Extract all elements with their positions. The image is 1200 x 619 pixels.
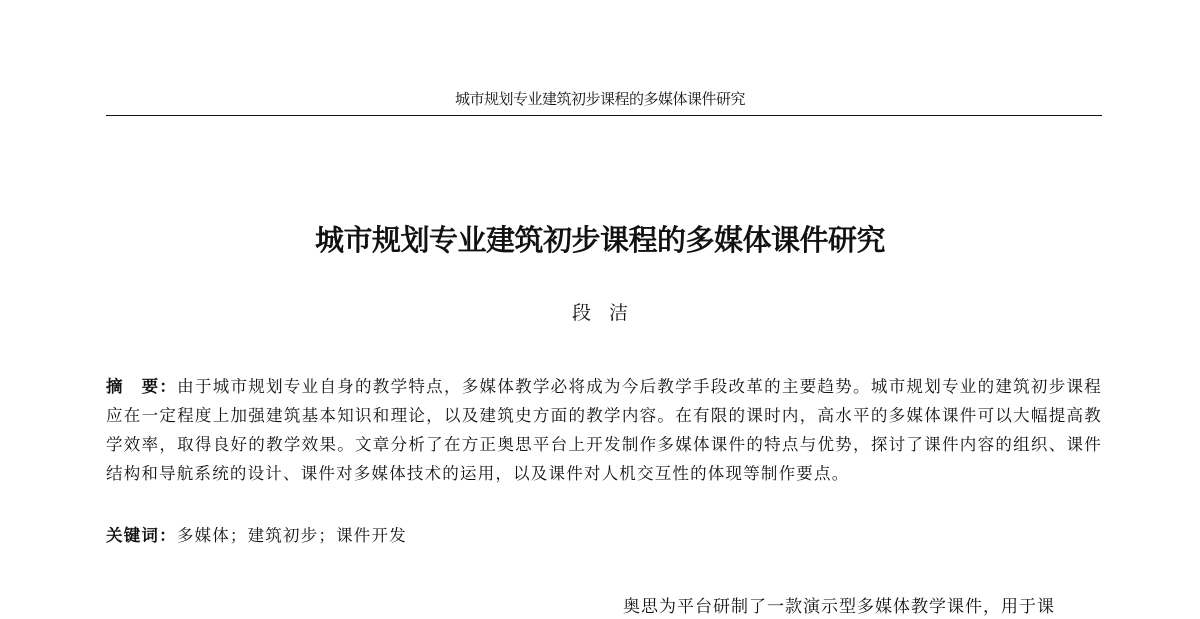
- keywords-label: 关键词：: [106, 526, 177, 545]
- abstract-label: 摘 要：: [106, 377, 178, 396]
- abstract-text: 由于城市规划专业自身的教学特点，多媒体教学必将成为今后教学手段改革的主要趋势。城市规划专业的建筑初步课程应在一定程度上加强建筑基本知识和理论，以及建筑史方面的教学内容。在有限的课时内，高水平的多媒体课件可以大幅提高教学效率，取得良好的教学效果。文章分析了在方正奥思平台上开发制作多媒体课件的特点与优势，探讨了课件内容的组织、课件结构和导航系统的设计、课件对多媒体技术的运用，以及课件对人机交互性的体现等制作要点。: [106, 377, 1102, 483]
- author-name: 段洁: [571, 302, 646, 324]
- body-text-fragment: 奥思为平台研制了一款演示型多媒体教学课件，用于课: [623, 597, 1055, 617]
- keywords: [106, 521, 1102, 550]
- running-header: 城市规划专业建筑初步课程的多媒体课件研究: [454, 90, 745, 108]
- paper-title: 城市规划专业建筑初步课程的多媒体课件研究: [314, 223, 885, 257]
- abstract: [106, 372, 1102, 488]
- keywords-list: 多媒体；建筑初步；课件开发: [176, 526, 407, 545]
- header-rule: [106, 115, 1102, 116]
